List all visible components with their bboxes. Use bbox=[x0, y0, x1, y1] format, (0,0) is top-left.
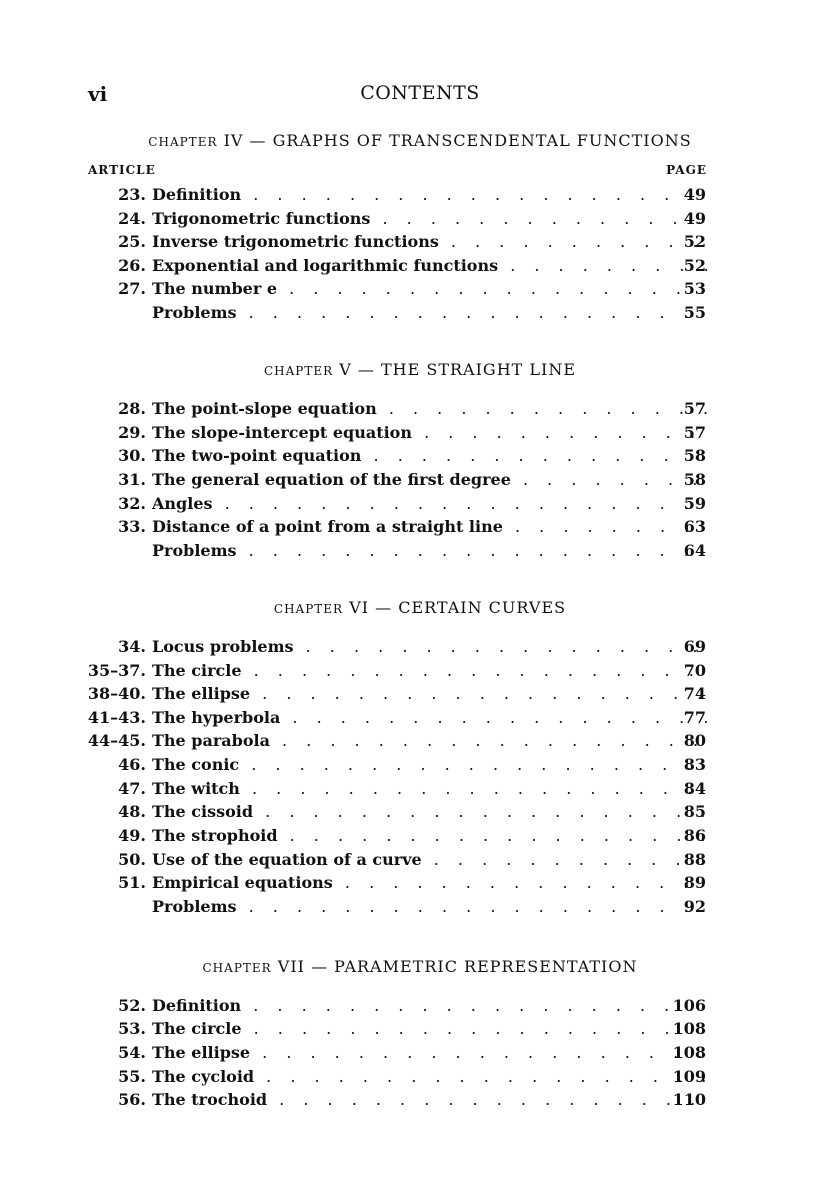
page-number: 49 bbox=[683, 209, 706, 228]
entry-title: Use of the equation of a curve . . . bbox=[152, 850, 708, 869]
toc-entry bbox=[0, 209, 840, 233]
entry-title: The circle . . . bbox=[152, 661, 708, 680]
toc-entry bbox=[0, 897, 840, 921]
page-number: 53 bbox=[683, 279, 706, 298]
page-number: 59 bbox=[683, 494, 706, 513]
page-number: 106 bbox=[672, 996, 706, 1015]
page-number: 84 bbox=[683, 779, 706, 798]
entry-title: Angles . . . bbox=[152, 494, 708, 513]
entry-title: Distance of a point from a straight line . . . bbox=[152, 517, 708, 536]
page-number: 58 bbox=[683, 470, 706, 489]
article-number: 35–37. bbox=[87, 661, 146, 680]
chapter-heading-v bbox=[0, 360, 840, 379]
toc-entry bbox=[0, 873, 840, 897]
article-number: 48. bbox=[118, 802, 146, 821]
entry-title: The hyperbola . . . bbox=[152, 708, 708, 727]
toc-entry bbox=[0, 399, 840, 423]
page-number: 83 bbox=[683, 755, 706, 774]
toc-entry bbox=[0, 232, 840, 256]
article-number: 47. bbox=[118, 779, 146, 798]
article-number: 23. bbox=[118, 185, 146, 204]
entry-title: The general equation of the first degree . . . bbox=[152, 470, 708, 489]
toc-entry bbox=[0, 494, 840, 518]
toc-entry bbox=[0, 684, 840, 708]
entry-title: Exponential and logarithmic functions . . . bbox=[152, 256, 708, 275]
page-number: 74 bbox=[683, 684, 706, 703]
chapter-title: VI — CERTAIN CURVES bbox=[349, 598, 567, 617]
page-number: 89 bbox=[683, 873, 706, 892]
chapter-label: CHAPTER bbox=[202, 961, 272, 975]
running-title: CONTENTS bbox=[360, 82, 480, 104]
chapter-heading-iv bbox=[0, 131, 840, 150]
page-number: 77 bbox=[683, 708, 706, 727]
toc-entry bbox=[0, 755, 840, 779]
toc-entry bbox=[0, 423, 840, 447]
entry-title: The circle . . . bbox=[152, 1019, 708, 1038]
article-number: 33. bbox=[118, 517, 146, 536]
toc-entry bbox=[0, 185, 840, 209]
entry-title: The ellipse . . . bbox=[152, 684, 708, 703]
article-number: 25. bbox=[118, 232, 146, 251]
toc-entry bbox=[0, 1019, 840, 1043]
chapter-title: IV — GRAPHS OF TRANSCENDENTAL FUNCTIONS bbox=[223, 131, 692, 150]
toc-entry bbox=[0, 850, 840, 874]
toc-entry bbox=[0, 1067, 840, 1091]
toc-entry bbox=[0, 826, 840, 850]
entry-title: Empirical equations . . . bbox=[152, 873, 708, 892]
entry-title: Definition . . . bbox=[152, 185, 708, 204]
entry-title: The two-point equation . . . bbox=[152, 446, 708, 465]
article-number: 30. bbox=[118, 446, 146, 465]
page-number: 70 bbox=[683, 661, 706, 680]
toc-entry bbox=[0, 303, 840, 327]
article-number: 38–40. bbox=[87, 684, 146, 703]
toc-entry bbox=[0, 708, 840, 732]
article-number: 41–43. bbox=[87, 708, 146, 727]
article-number: 32. bbox=[118, 494, 146, 513]
page-number: 108 bbox=[672, 1019, 706, 1038]
toc-entry bbox=[0, 1043, 840, 1067]
toc-entry bbox=[0, 661, 840, 685]
entry-title: The strophoid . . . bbox=[152, 826, 708, 845]
page-number: 64 bbox=[683, 541, 706, 560]
column-header-article: ARTICLE bbox=[88, 163, 156, 177]
entry-title: The parabola . . . bbox=[152, 731, 708, 750]
entry-title: The witch . . . bbox=[152, 779, 708, 798]
article-number: 50. bbox=[118, 850, 146, 869]
page-number: 110 bbox=[672, 1090, 706, 1109]
page-number: 80 bbox=[683, 731, 706, 750]
toc-entry bbox=[0, 1090, 840, 1114]
article-number: 55. bbox=[118, 1067, 146, 1086]
toc-entry bbox=[0, 731, 840, 755]
article-number: 24. bbox=[118, 209, 146, 228]
page-number: 108 bbox=[672, 1043, 706, 1062]
entry-title: Problems . . . bbox=[152, 541, 708, 560]
entry-title: Problems . . . bbox=[152, 303, 708, 322]
chapter-title: V — THE STRAIGHT LINE bbox=[339, 360, 577, 379]
toc-entry bbox=[0, 470, 840, 494]
page-number: 49 bbox=[683, 185, 706, 204]
entry-title: The trochoid . . . bbox=[152, 1090, 708, 1109]
article-number: 54. bbox=[118, 1043, 146, 1062]
page-number: 58 bbox=[683, 446, 706, 465]
chapter-title: VII — PARAMETRIC REPRESENTATION bbox=[277, 957, 638, 976]
page-number: 69 bbox=[683, 637, 706, 656]
entry-title: The number e . . . bbox=[152, 279, 708, 298]
entry-title: The slope-intercept equation . . . bbox=[152, 423, 708, 442]
toc-entry bbox=[0, 517, 840, 541]
page-number: 86 bbox=[683, 826, 706, 845]
page-number: 109 bbox=[672, 1067, 706, 1086]
page-number: 57 bbox=[683, 399, 706, 418]
entry-title: The cissoid . . . bbox=[152, 802, 708, 821]
entry-title: The ellipse . . . bbox=[152, 1043, 708, 1062]
page-number: 57 bbox=[683, 423, 706, 442]
page-number: 63 bbox=[683, 517, 706, 536]
article-number: 27. bbox=[118, 279, 146, 298]
column-header-page: PAGE bbox=[666, 163, 707, 177]
toc-entry bbox=[0, 279, 840, 303]
entry-title: Locus problems . . . bbox=[152, 637, 708, 656]
page-number: 85 bbox=[683, 802, 706, 821]
article-number: 49. bbox=[118, 826, 146, 845]
article-number: 52. bbox=[118, 996, 146, 1015]
entry-title: Problems . . . bbox=[152, 897, 708, 916]
entry-title: Definition . . . bbox=[152, 996, 708, 1015]
page-number: 52 bbox=[683, 256, 706, 275]
entry-title: Trigonometric functions . . . bbox=[152, 209, 708, 228]
chapter-label: CHAPTER bbox=[273, 602, 344, 616]
chapter-heading-vi bbox=[0, 598, 840, 617]
article-number: 34. bbox=[118, 637, 146, 656]
entry-title: The conic . . . bbox=[152, 755, 708, 774]
article-number: 26. bbox=[118, 256, 146, 275]
article-number: 29. bbox=[118, 423, 146, 442]
article-number: 31. bbox=[118, 470, 146, 489]
entry-title: Inverse trigonometric functions . . . bbox=[152, 232, 708, 251]
page-number-roman: vi bbox=[88, 82, 108, 106]
page-number: 55 bbox=[683, 303, 706, 322]
article-number: 53. bbox=[118, 1019, 146, 1038]
chapter-heading-vii bbox=[0, 957, 840, 976]
article-number: 56. bbox=[118, 1090, 146, 1109]
toc-entry bbox=[0, 802, 840, 826]
toc-entry bbox=[0, 446, 840, 470]
toc-entry bbox=[0, 256, 840, 280]
article-number: 46. bbox=[118, 755, 146, 774]
page-number: 92 bbox=[683, 897, 706, 916]
article-number: 44–45. bbox=[87, 731, 146, 750]
chapter-label: CHAPTER bbox=[263, 364, 334, 378]
page-number: 52 bbox=[683, 232, 706, 251]
entry-title: The cycloid . . . bbox=[152, 1067, 708, 1086]
toc-entry bbox=[0, 637, 840, 661]
page-number: 88 bbox=[683, 850, 706, 869]
article-number: 28. bbox=[118, 399, 146, 418]
chapter-label: CHAPTER bbox=[148, 135, 218, 149]
entry-title: The point-slope equation . . . bbox=[152, 399, 708, 418]
toc-entry bbox=[0, 996, 840, 1020]
toc-entry bbox=[0, 541, 840, 565]
toc-entry bbox=[0, 779, 840, 803]
article-number: 51. bbox=[118, 873, 146, 892]
